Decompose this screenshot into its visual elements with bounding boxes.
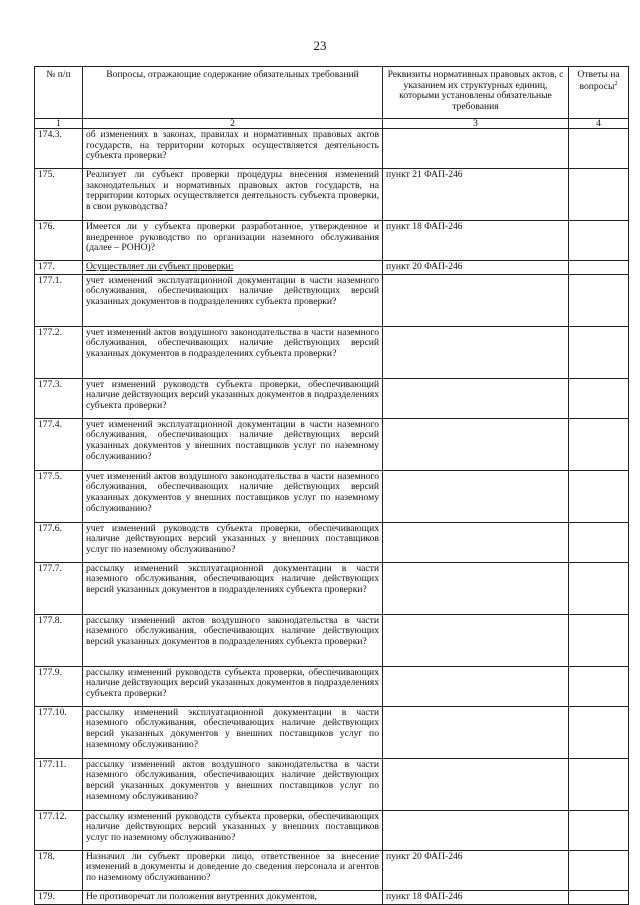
row-number: 178. xyxy=(35,850,83,890)
header-number: № п/п xyxy=(35,67,83,119)
row-number: 174.3. xyxy=(35,129,83,169)
table-row xyxy=(35,129,629,169)
row-number: 177.10. xyxy=(35,706,83,758)
row-question: учет изменений эксплуатационной документации в части наземного обслуживания, обеспечивающих наличие действующих версий указанных документов у внешних поставщиков услуг по наземному обслуживанию? xyxy=(83,418,383,470)
row-answer-cell[interactable] xyxy=(569,562,629,614)
column-number-row xyxy=(35,119,629,129)
table-row xyxy=(35,562,629,614)
header-answers-footnote: 2 xyxy=(614,80,618,87)
row-question: рассылку изменений руководств субъекта проверки, обеспечивающих наличие действующих версий указанных документов в подразделениях субъекта проверки? xyxy=(83,666,383,706)
row-number: 177.1. xyxy=(35,274,83,326)
row-question: об изменениях в законах, правилах и нормативных правовых актов государств, на территории которых осуществляется деятельность субъекта проверки? xyxy=(83,129,383,169)
row-requisites xyxy=(383,666,569,706)
row-answer-cell[interactable] xyxy=(569,810,629,850)
row-number: 177.6. xyxy=(35,522,83,562)
row-number: 177.4. xyxy=(35,418,83,470)
row-question: рассылку изменений актов воздушного законодательства в части наземного обслуживания, обеспечивающих наличие действующих версий указанных документов у внешних поставщиков услуг по наземному обслуживанию? xyxy=(83,758,383,810)
row-requisites xyxy=(383,326,569,378)
table-row xyxy=(35,418,629,470)
row-question: учет изменений эксплуатационной документации в части наземного обслуживания, обеспечивающих наличие действующих версий указанных документов в подразделениях субъекта проверки? xyxy=(83,274,383,326)
table-row xyxy=(35,470,629,522)
table-row xyxy=(35,274,629,326)
row-answer-cell[interactable] xyxy=(569,169,629,221)
table-row xyxy=(35,810,629,850)
row-number: 177. xyxy=(35,261,83,275)
row-requisites xyxy=(383,274,569,326)
row-answer-cell[interactable] xyxy=(569,274,629,326)
table-row xyxy=(35,378,629,418)
row-answer-cell[interactable] xyxy=(569,522,629,562)
row-number: 177.3. xyxy=(35,378,83,418)
row-question: рассылку изменений актов воздушного законодательства в части наземного обслуживания, обеспечивающих наличие действующих версий указанных документов в подразделениях субъекта проверки? xyxy=(83,614,383,666)
header-answers-label: Ответы на вопросы xyxy=(577,69,620,92)
row-requisites: пункт 21 ФАП-246 xyxy=(383,169,569,221)
row-number: 175. xyxy=(35,169,83,221)
row-number: 177.11. xyxy=(35,758,83,810)
row-requisites: пункт 18 ФАП-246 xyxy=(383,890,569,904)
table-row xyxy=(35,666,629,706)
row-number: 177.8. xyxy=(35,614,83,666)
row-question: Имеется ли у субъекта проверки разработанное, утвержденное и внедренное руководство по организации наземного обслуживания (далее – РОНО)? xyxy=(83,221,383,261)
header-answers xyxy=(569,67,629,119)
table-row xyxy=(35,890,629,904)
table-row xyxy=(35,326,629,378)
row-answer-cell[interactable] xyxy=(569,706,629,758)
column-number: 3 xyxy=(383,119,569,129)
table-row xyxy=(35,522,629,562)
row-requisites xyxy=(383,614,569,666)
row-answer-cell[interactable] xyxy=(569,758,629,810)
row-answer-cell[interactable] xyxy=(569,418,629,470)
row-answer-cell[interactable] xyxy=(569,666,629,706)
row-answer-cell[interactable] xyxy=(569,850,629,890)
page-number: 23 xyxy=(313,38,327,53)
row-requisites xyxy=(383,758,569,810)
column-number: 4 xyxy=(569,119,629,129)
table-row xyxy=(35,850,629,890)
row-number: 179. xyxy=(35,890,83,904)
row-question: Не противоречат ли положения внутренних документов, xyxy=(83,890,383,904)
row-answer-cell[interactable] xyxy=(569,614,629,666)
row-requisites xyxy=(383,522,569,562)
row-question: рассылку изменений эксплуатационной документации в части наземного обслуживания, обеспечивающих наличие действующих версий указанных документов в подразделениях субъекта проверки? xyxy=(83,562,383,614)
row-answer-cell[interactable] xyxy=(569,261,629,275)
row-question: учет изменений руководств субъекта проверки, обеспечивающих наличие действующих версий указанных у внешних поставщиков услуг по наземному обслуживанию? xyxy=(83,522,383,562)
row-requisites xyxy=(383,129,569,169)
table-header-row xyxy=(35,67,629,119)
row-number: 177.2. xyxy=(35,326,83,378)
row-requisites xyxy=(383,706,569,758)
row-number: 177.7. xyxy=(35,562,83,614)
table-row xyxy=(35,221,629,261)
requirements-table xyxy=(34,66,629,905)
row-requisites: пункт 18 ФАП-246 xyxy=(383,221,569,261)
header-question: Вопросы, отражающие содержание обязательных требований xyxy=(83,67,383,119)
row-answer-cell[interactable] xyxy=(569,129,629,169)
row-requisites xyxy=(383,470,569,522)
header-requisites: Реквизиты нормативных правовых актов, с указанием их структурных единиц, которыми установлены обязательные требования xyxy=(383,67,569,119)
row-requisites xyxy=(383,378,569,418)
row-requisites: пункт 20 ФАП-246 xyxy=(383,261,569,275)
table-row xyxy=(35,758,629,810)
table-row xyxy=(35,169,629,221)
row-question: Реализует ли субъект проверки процедуры внесения изменений законодательных и нормативных правовых актов государств, на территории которых осуществляется деятельность субъекта проверки, в свои руководства? xyxy=(83,169,383,221)
row-number: 177.12. xyxy=(35,810,83,850)
row-requisites xyxy=(383,562,569,614)
row-question: учет изменений актов воздушного законодательства в части наземного обслуживания, обеспечивающих наличие действующих версий указанных документов в подразделениях субъекта проверки? xyxy=(83,326,383,378)
row-requisites xyxy=(383,810,569,850)
row-question: учет изменений руководств субъекта проверки, обеспечивающий наличие действующих версий указанных документов в подразделениях субъекта проверки? xyxy=(83,378,383,418)
row-question: Осуществляет ли субъект проверки: xyxy=(83,261,383,275)
row-question: Назначил ли субъект проверки лицо, ответственное за внесение изменений в документы и доведение до сведения персонала и агентов по наземному обслуживанию? xyxy=(83,850,383,890)
row-number: 177.5. xyxy=(35,470,83,522)
row-number: 176. xyxy=(35,221,83,261)
row-answer-cell[interactable] xyxy=(569,221,629,261)
row-question: рассылку изменений эксплуатационной документации в части наземного обслуживания, обеспечивающих наличие действующих версий указанных документов у внешних поставщиков услуг по наземному обслуживанию? xyxy=(83,706,383,758)
column-number: 1 xyxy=(35,119,83,129)
row-question: рассылку изменений руководств субъекта проверки, обеспечивающих наличие действующих версий указанных у внешних поставщиков услуг по наземному обслуживанию? xyxy=(83,810,383,850)
row-answer-cell[interactable] xyxy=(569,378,629,418)
row-answer-cell[interactable] xyxy=(569,326,629,378)
table-row xyxy=(35,614,629,666)
table-row xyxy=(35,706,629,758)
row-requisites xyxy=(383,418,569,470)
column-number: 2 xyxy=(83,119,383,129)
table-row xyxy=(35,261,629,275)
row-requisites: пункт 20 ФАП-246 xyxy=(383,850,569,890)
row-number: 177.9. xyxy=(35,666,83,706)
row-answer-cell[interactable] xyxy=(569,470,629,522)
row-answer-cell[interactable] xyxy=(569,890,629,904)
row-question: учет изменений актов воздушного законодательства в части наземного обслуживания, обеспечивающих наличие действующих версий указанных документов у внешних поставщиков услуг по наземному обслуживанию? xyxy=(83,470,383,522)
